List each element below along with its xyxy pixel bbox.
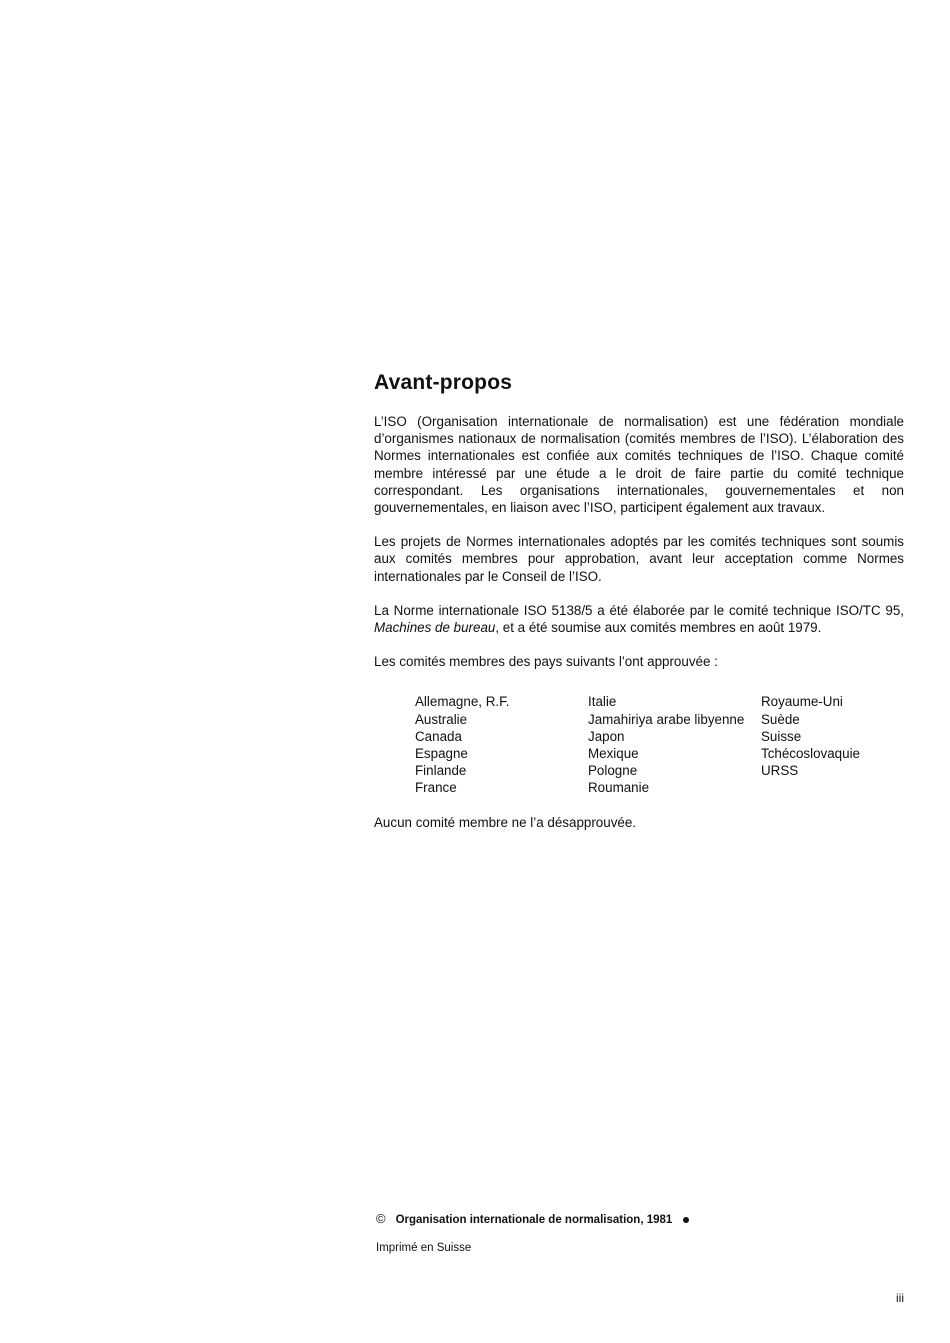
paragraph-standard-info (374, 602, 904, 636)
country-item: Royaume-Uni (761, 694, 843, 710)
printed-in: Imprimé en Suisse (376, 1242, 472, 1254)
standard-info-text-end: , et a été soumise aux comités membres en août 1979. (495, 620, 822, 636)
paragraph-drafts: Les projets de Normes internationales adoptés par les comités techniques sont soumis aux comités membres pour approbation, avant leur acceptation comme Normes internationales par le Conseil de l’ISO. (374, 534, 904, 584)
country-item: Japon (588, 728, 625, 744)
standard-info-text-start: La Norme internationale ISO 5138/5 a été élaborée par le comité technique ISO/TC 95, (374, 602, 904, 618)
country-item: Italie (588, 694, 617, 710)
copyright-icon: © (376, 1211, 386, 1226)
country-item: Jamahiriya arabe libyenne (588, 711, 745, 727)
country-item: Suisse (761, 728, 802, 744)
country-column-3 (761, 693, 911, 796)
country-item: France (415, 780, 457, 796)
country-item: Pologne (588, 763, 638, 779)
country-item: Espagne (415, 746, 468, 762)
country-item: Mexique (588, 746, 639, 762)
page-number: iii (896, 1291, 904, 1305)
page-title: Avant-propos (374, 371, 513, 394)
country-list (415, 693, 904, 796)
country-item: Canada (415, 728, 462, 744)
bullet-dot-icon (683, 1217, 689, 1223)
country-item: Suède (761, 711, 800, 727)
foreword-section (374, 370, 904, 831)
copyright-line (376, 1211, 689, 1226)
country-item: URSS (761, 763, 799, 779)
country-item: Australie (415, 711, 468, 727)
copyright-text: Organisation internationale de normalisation, 1981 (395, 1214, 673, 1226)
paragraph-disapprovals: Aucun comité membre ne l’a désapprouvée. (374, 814, 637, 830)
paragraph-iso-intro: L’ISO (Organisation internationale de normalisation) est une fédération mondiale d’organismes nationaux de normalisation (comités membres de l’ISO). L’élaboration des Normes internationales est confiée aux comités techniques de l’ISO. Chaque comité membre intéressé par une étude a le droit de faire partie du comité technique correspondant. Les organisations internationales, gouvernementales et non gouvernementales, en liaison avec l’ISO, participent également aux travaux. (374, 414, 904, 516)
country-item: Tchécoslovaquie (761, 746, 861, 762)
country-column-2 (588, 693, 761, 796)
country-column-1 (415, 693, 588, 796)
paragraph-approvals-intro: Les comités membres des pays suivants l’ont approuvée : (374, 654, 718, 670)
country-item: Roumanie (588, 780, 650, 796)
country-item: Allemagne, R.F. (415, 694, 510, 710)
country-item: Finlande (415, 763, 467, 779)
committee-name: Machines de bureau (374, 620, 496, 636)
